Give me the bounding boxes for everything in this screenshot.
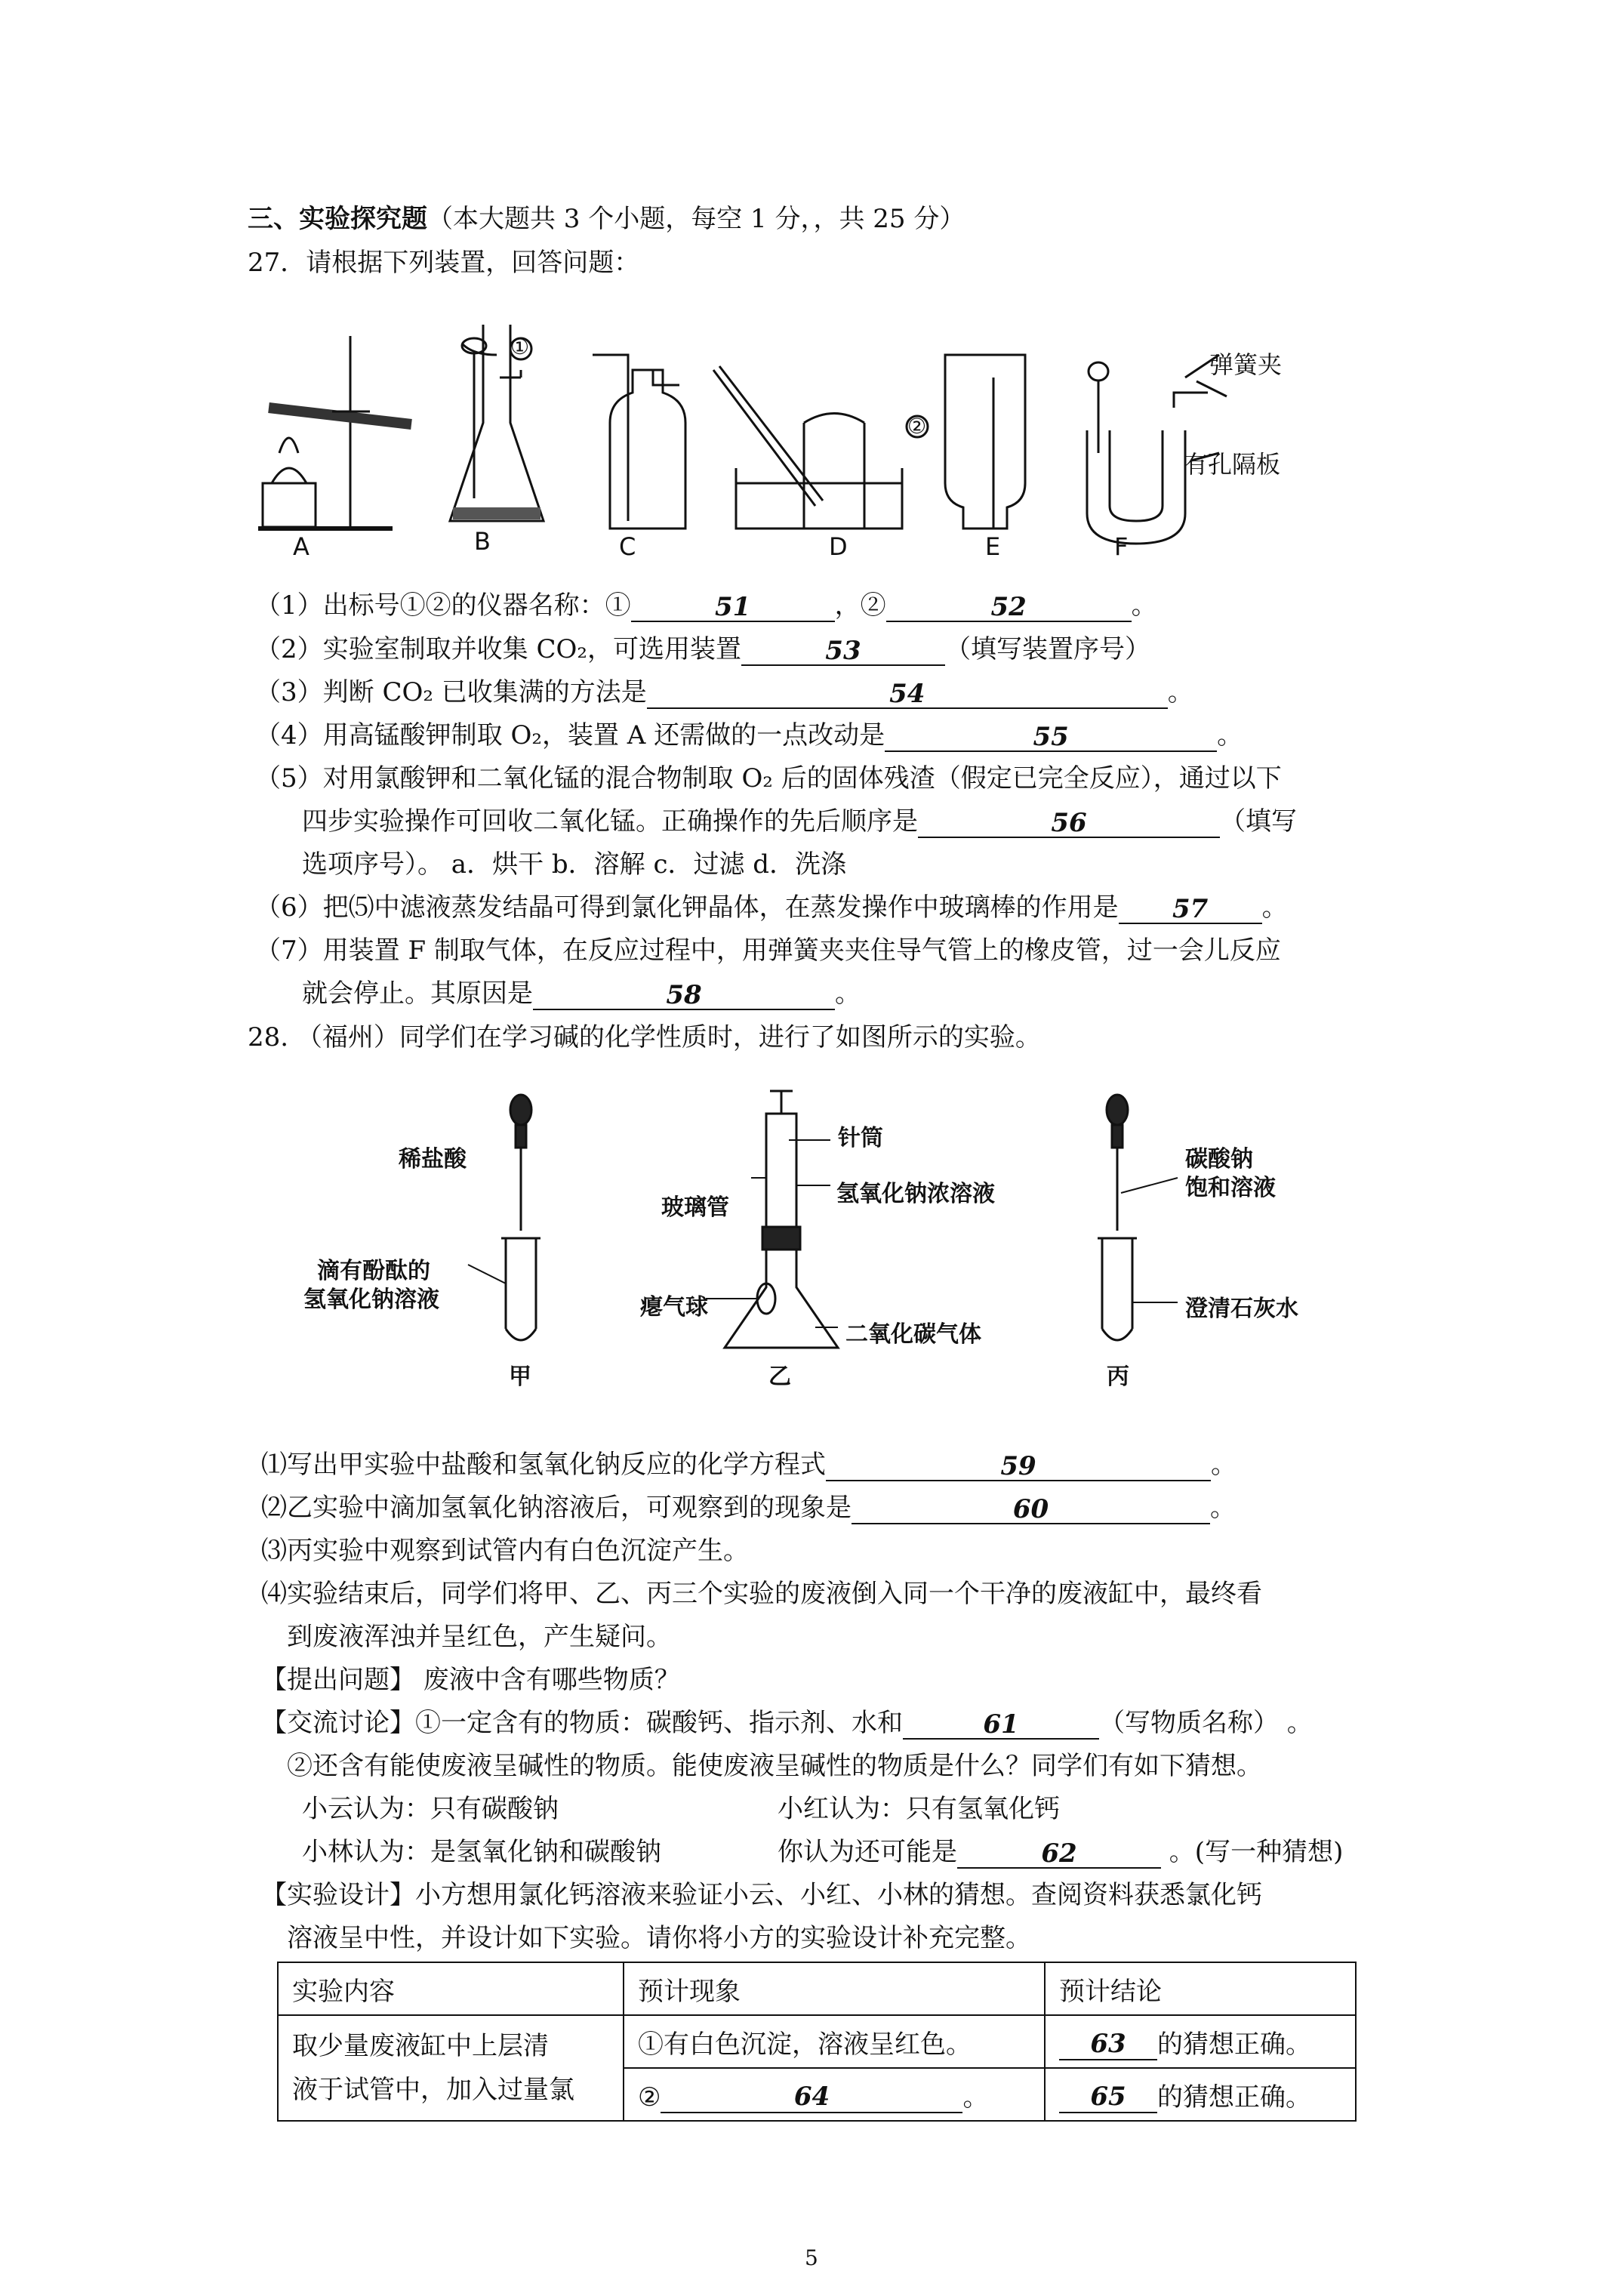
answer-blank-58[interactable]: 58 xyxy=(533,978,835,1010)
table-header-row xyxy=(278,1962,1356,2015)
guess-xiaoyun: 小云认为：只有碳酸钠 xyxy=(302,1794,559,1824)
figure-jia-label: 甲 xyxy=(509,1364,531,1390)
guess-xiaolin: 小林认为：是氢氧化钠和碳酸钠 xyxy=(302,1837,661,1867)
apparatus-a-label: A xyxy=(293,532,310,561)
cell-phenomenon-2: ② 64 。 xyxy=(624,2068,1045,2121)
co2-gas-label: 二氧化碳气体 xyxy=(845,1321,981,1348)
mark-1-label: ① xyxy=(510,334,530,359)
na2co3-label-2: 饱和溶液 xyxy=(1185,1175,1276,1201)
q27-line-4: （4）用高锰酸钾制取 O₂，装置 A 还需做的一点改动是 55 。 xyxy=(255,720,1243,752)
section-header xyxy=(248,202,965,236)
spring-clamp-label: 弹簧夹 xyxy=(1209,350,1283,379)
answer-blank-53[interactable]: 53 xyxy=(741,634,945,666)
answer-blank-65[interactable]: 65 xyxy=(1059,2082,1157,2113)
answer-blank-54[interactable]: 54 xyxy=(647,677,1168,709)
table-row xyxy=(278,2015,1356,2068)
cell-phenomenon-1: ①有白色沉淀，溶液呈红色。 xyxy=(624,2015,1045,2068)
q27-line-1: （1）出标号①②的仪器名称：① 51 ，② 52 。 xyxy=(255,590,1157,622)
cell-conclusion-1: 63 的猜想正确。 xyxy=(1045,2015,1356,2068)
q28-ask: 【提出问题】 废液中含有哪些物质？ xyxy=(261,1665,680,1695)
header-conclusion: 预计结论 xyxy=(1045,1962,1356,2015)
section-note: （本大题共 3 个小题，每空 1 分，，共 25 分） xyxy=(427,204,965,234)
section-title: 三、实验探究题 xyxy=(248,204,427,234)
q27-line-5b: 四步实验操作可回收二氧化锰。正确操作的先后顺序是 56 （填写 xyxy=(302,806,1297,838)
header-content: 实验内容 xyxy=(278,1962,624,2015)
q28-line-3: ⑶丙实验中观察到试管内有白色沉淀产生。 xyxy=(261,1536,749,1566)
naoh-phenol-label-1: 滴有酚酞的 xyxy=(317,1258,430,1284)
answer-blank-64[interactable]: 64 xyxy=(661,2082,962,2113)
apparatus-c-label: C xyxy=(619,532,636,561)
answer-blank-63[interactable]: 63 xyxy=(1059,2029,1157,2060)
q28-line-4a: ⑷实验结束后，同学们将甲、乙、丙三个实验的废液倒入同一个干净的废液缸中，最终看 xyxy=(261,1579,1262,1609)
naoh-phenol-label-2: 氢氧化钠溶液 xyxy=(303,1287,439,1313)
answer-blank-61[interactable]: 61 xyxy=(903,1708,1099,1740)
answer-blank-56[interactable]: 56 xyxy=(918,806,1220,838)
q28-discussion-2: ②还含有能使废液呈碱性的物质。能使废液呈碱性的物质是什么？同学们有如下猜想。 xyxy=(287,1751,1262,1781)
answer-blank-57[interactable]: 57 xyxy=(1119,892,1262,924)
q27-line-7a: （7）用装置 F 制取气体，在反应过程中，用弹簧夹夹住导气管上的橡皮管，过一会儿反应 xyxy=(255,935,1281,966)
guess-xiaohong: 小红认为：只有氢氧化钙 xyxy=(778,1794,1060,1824)
figure-yi-label: 乙 xyxy=(768,1364,791,1390)
q28-line-1: ⑴写出甲实验中盐酸和氢氧化钠反应的化学方程式 59 。 xyxy=(261,1450,1236,1481)
balloon-label: 瘪气球 xyxy=(640,1294,708,1321)
q28-discussion-1: 【交流讨论】①一定含有的物质：碳酸钙、指示剂、水和 61 （写物质名称） 。 xyxy=(261,1708,1313,1740)
answer-blank-60[interactable]: 60 xyxy=(852,1493,1210,1524)
page-number: 5 xyxy=(805,2245,818,2270)
q27-line-7b: 就会停止。其原因是 58 。 xyxy=(302,978,861,1010)
header-phenomenon: 预计现象 xyxy=(624,1962,1045,2015)
apparatus-f-label: F xyxy=(1114,532,1129,561)
q27-stem: 27．请根据下列装置，回答问题： xyxy=(248,248,640,278)
q28-design-b: 溶液呈中性，并设计如下实验。请你将小方的实验设计补充完整。 xyxy=(287,1923,1031,1953)
cell-content: 取少量废液缸中上层清 液于试管中，加入过量氯 xyxy=(278,2015,624,2121)
q27-line-3: （3）判断 CO₂ 已收集满的方法是 54 。 xyxy=(255,677,1193,709)
answer-blank-55[interactable]: 55 xyxy=(885,720,1217,752)
guess-yours: 你认为还可能是 62 。(写一种猜想) xyxy=(778,1837,1344,1869)
q27-line-2: （2）实验室制取并收集 CO₂，可选用装置 53 （填写装置序号） xyxy=(255,634,1150,666)
apparatus-e-label: E xyxy=(985,532,1001,561)
q28-design-a: 【实验设计】小方想用氯化钙溶液来验证小云、小红、小林的猜想。查阅资料获悉氯化钙 xyxy=(261,1880,1262,1910)
syringe-label: 针筒 xyxy=(838,1125,883,1151)
na2co3-label-1: 碳酸钠 xyxy=(1185,1146,1253,1173)
q28-line-2: ⑵乙实验中滴加氢氧化钠溶液后，可观察到的现象是 60 。 xyxy=(261,1493,1236,1524)
q27-line-5c: 选项序号）。 a．烘干 b．溶解 c．过滤 d．洗涤 xyxy=(302,849,847,880)
experiment-table xyxy=(277,1962,1357,2122)
q28-line-4b: 到废液浑浊并呈红色，产生疑问。 xyxy=(287,1622,672,1652)
naoh-conc-label: 氢氧化钠浓溶液 xyxy=(836,1181,995,1207)
q27-line-5a: （5）对用氯酸钾和二氧化锰的混合物制取 O₂ 后的固体残渣（假定已完全反应），通过以下 xyxy=(255,763,1282,794)
answer-blank-59[interactable]: 59 xyxy=(826,1450,1211,1481)
q28-stem: 28. （福州）同学们在学习碱的化学性质时，进行了如图所示的实验。 xyxy=(248,1022,1041,1052)
apparatus-b-label: B xyxy=(474,527,491,556)
cell-conclusion-2: 65 的猜想正确。 xyxy=(1045,2068,1356,2121)
q27-line-6: （6）把⑸中滤液蒸发结晶可得到氯化钾晶体，在蒸发操作中玻璃棒的作用是 57 。 xyxy=(255,892,1288,924)
answer-blank-62[interactable]: 62 xyxy=(957,1837,1161,1869)
answer-blank-52[interactable]: 52 xyxy=(886,590,1132,622)
mark-2-label: ② xyxy=(907,414,927,439)
figure-bing-label: 丙 xyxy=(1107,1364,1129,1390)
limewater-label: 澄清石灰水 xyxy=(1185,1296,1298,1322)
glass-tube-label: 玻璃管 xyxy=(661,1194,729,1221)
dilute-hcl-label: 稀盐酸 xyxy=(399,1146,467,1173)
porous-plate-label: 有孔隔板 xyxy=(1184,450,1281,479)
answer-blank-51[interactable]: 51 xyxy=(631,590,835,622)
apparatus-d-label: D xyxy=(829,532,848,561)
